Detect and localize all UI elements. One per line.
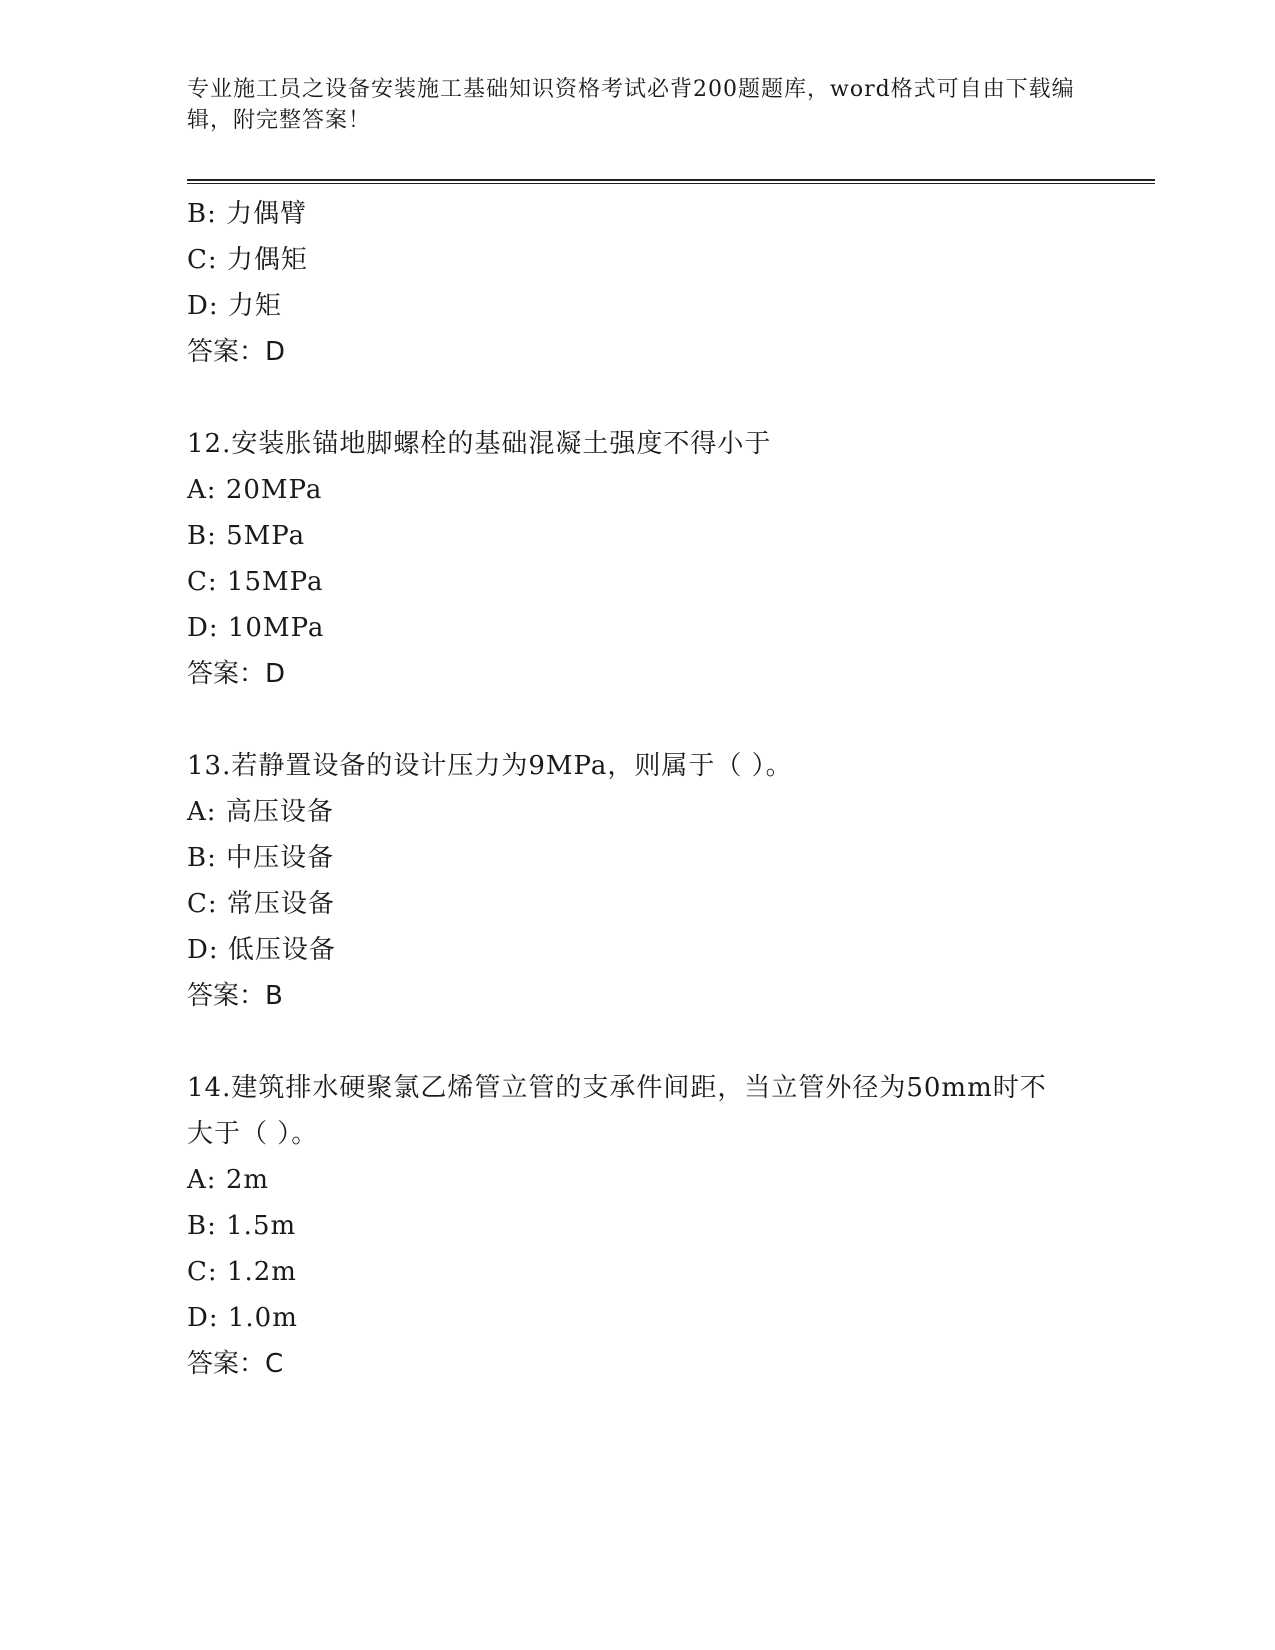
question-stem: 12.安装胀锚地脚螺栓的基础混凝土强度不得小于 bbox=[187, 429, 772, 459]
answer-line bbox=[187, 1341, 1087, 1387]
option-text: 2m bbox=[225, 1165, 270, 1195]
option-b bbox=[187, 513, 1087, 559]
option-label: B: bbox=[187, 843, 217, 873]
spacer bbox=[187, 697, 1087, 743]
option-label: C: bbox=[187, 245, 218, 275]
question-stem: 14.建筑排水硬聚氯乙烯管立管的支承件间距，当立管外径为50mm时不大于（ ）。 bbox=[187, 1073, 1047, 1149]
answer-label: 答案： bbox=[187, 981, 266, 1011]
option-label: B: bbox=[187, 521, 217, 551]
option-text: 力偶矩 bbox=[226, 245, 308, 275]
option-d bbox=[187, 283, 1087, 329]
header-divider-thick bbox=[187, 179, 1155, 181]
option-label: C: bbox=[187, 567, 218, 597]
option-label: D: bbox=[187, 291, 219, 321]
spacer bbox=[187, 375, 1087, 421]
option-d bbox=[187, 927, 1087, 973]
option-label: B: bbox=[187, 199, 217, 229]
option-c bbox=[187, 237, 1087, 283]
option-c bbox=[187, 1249, 1087, 1295]
question-12 bbox=[187, 421, 1087, 697]
option-text: 1.5m bbox=[226, 1211, 297, 1241]
option-label: A: bbox=[187, 475, 217, 505]
option-c bbox=[187, 559, 1087, 605]
option-a bbox=[187, 467, 1087, 513]
option-text: 中压设备 bbox=[226, 843, 335, 873]
answer-label: 答案： bbox=[187, 659, 266, 689]
option-label: C: bbox=[187, 889, 218, 919]
option-text: 力矩 bbox=[227, 291, 282, 321]
option-c bbox=[187, 881, 1087, 927]
option-label: A: bbox=[187, 1165, 217, 1195]
answer-value: C bbox=[265, 1349, 284, 1379]
answer-line bbox=[187, 651, 1087, 697]
option-a bbox=[187, 1157, 1087, 1203]
option-a bbox=[187, 789, 1087, 835]
question-list bbox=[187, 191, 1087, 1387]
question-stem: 13.若静置设备的设计压力为9MPa，则属于（ ）。 bbox=[187, 751, 793, 781]
header-divider-thin bbox=[187, 183, 1155, 184]
option-text: 5MPa bbox=[226, 521, 306, 551]
answer-label: 答案： bbox=[187, 1349, 266, 1379]
question-14 bbox=[187, 1065, 1087, 1387]
option-b bbox=[187, 1203, 1087, 1249]
option-text: 常压设备 bbox=[226, 889, 335, 919]
header-title: 专业施工员之设备安装施工基础知识资格考试必背200题题库，word格式可自由下载编辑，附完整答案！ bbox=[187, 77, 1075, 133]
question-11-continued bbox=[187, 191, 1087, 375]
option-d bbox=[187, 605, 1087, 651]
option-text: 1.2m bbox=[226, 1257, 297, 1287]
option-label: A: bbox=[187, 797, 217, 827]
question-13 bbox=[187, 743, 1087, 1019]
answer-line bbox=[187, 973, 1087, 1019]
option-text: 力偶臂 bbox=[226, 199, 308, 229]
answer-label: 答案： bbox=[187, 337, 266, 367]
option-text: 15MPa bbox=[226, 567, 324, 597]
document-header bbox=[187, 74, 1077, 136]
option-text: 10MPa bbox=[227, 613, 325, 643]
option-d bbox=[187, 1295, 1087, 1341]
answer-value: D bbox=[265, 337, 286, 367]
option-label: D: bbox=[187, 613, 219, 643]
option-text: 20MPa bbox=[225, 475, 323, 505]
option-label: B: bbox=[187, 1211, 217, 1241]
option-label: D: bbox=[187, 935, 219, 965]
answer-value: D bbox=[265, 659, 286, 689]
answer-value: B bbox=[265, 981, 283, 1011]
answer-line bbox=[187, 329, 1087, 375]
option-label: C: bbox=[187, 1257, 218, 1287]
spacer bbox=[187, 1019, 1087, 1065]
option-b bbox=[187, 835, 1087, 881]
option-text: 1.0m bbox=[227, 1303, 298, 1333]
option-text: 低压设备 bbox=[227, 935, 336, 965]
option-b bbox=[187, 191, 1087, 237]
option-text: 高压设备 bbox=[225, 797, 334, 827]
option-label: D: bbox=[187, 1303, 219, 1333]
